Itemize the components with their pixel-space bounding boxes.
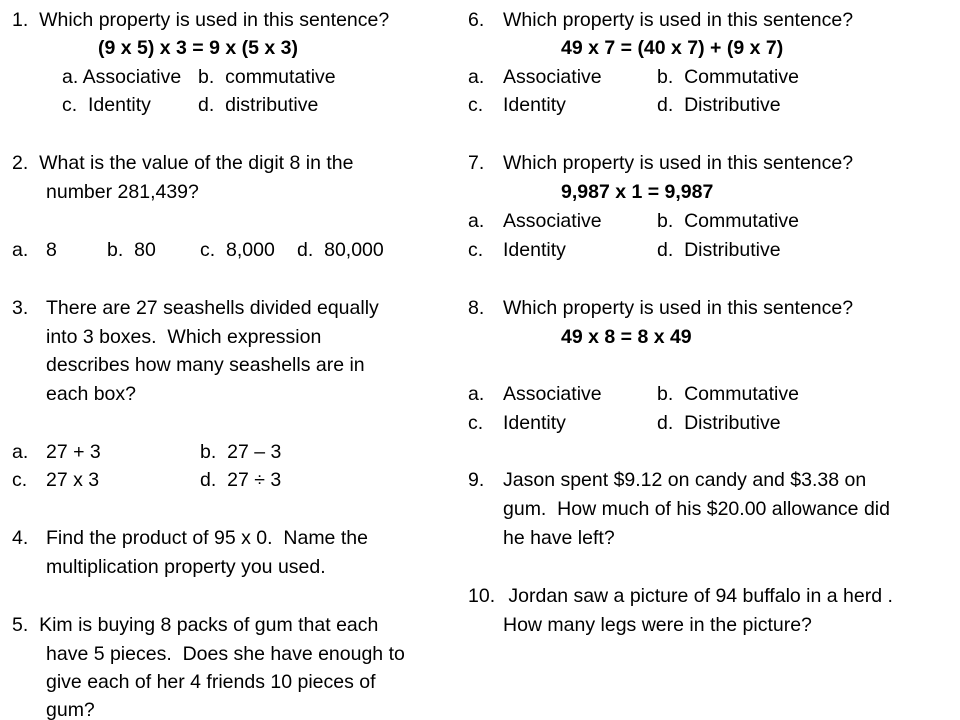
q1-choice-d: d. distributive — [198, 94, 319, 116]
q3-choice-a: 27 + 3 — [46, 441, 101, 463]
q10-number: 10. — [468, 585, 496, 607]
q8-choice-d: d. Distributive — [657, 412, 781, 434]
q8-choice-c: Identity — [503, 412, 566, 434]
q4-number: 4. — [12, 527, 29, 549]
q8-choice-a: Associative — [503, 383, 602, 405]
q2-choice-b: b. 80 — [107, 239, 156, 261]
q6-choice-c: Identity — [503, 94, 566, 116]
q9-line-2: gum. How much of his $20.00 allowance did — [503, 498, 890, 520]
q2-line-2: number 281,439? — [46, 181, 199, 203]
q3-line-4: each box? — [46, 383, 136, 405]
q6-equation: 49 x 7 = (40 x 7) + (9 x 7) — [561, 37, 784, 59]
q9-line-1: Jason spent $9.12 on candy and $3.38 on — [503, 469, 867, 491]
q10-line-2: How many legs were in the picture? — [503, 614, 812, 636]
q7-choice-a-letter: a. — [468, 210, 485, 232]
q7-choice-a: Associative — [503, 210, 602, 232]
q3-choice-d: d. 27 ÷ 3 — [200, 469, 282, 491]
q7-choice-d: d. Distributive — [657, 239, 781, 261]
q2-choice-c: c. 8,000 — [200, 239, 275, 261]
q3-line-1: There are 27 seashells divided equally — [46, 297, 379, 319]
q3-choice-b: b. 27 – 3 — [200, 441, 282, 463]
q3-choice-c-letter: c. — [12, 469, 28, 491]
q2-choice-a-letter: a. — [12, 239, 29, 261]
q8-choice-c-letter: c. — [468, 412, 484, 434]
q7-equation: 9,987 x 1 = 9,987 — [561, 181, 714, 203]
q5-line-2: have 5 pieces. Does she have enough to — [46, 643, 405, 665]
q8-question: Which property is used in this sentence? — [503, 297, 854, 319]
q9-line-3: he have left? — [503, 527, 615, 549]
q1-equation: (9 x 5) x 3 = 9 x (5 x 3) — [98, 37, 298, 59]
q1-question: 1. Which property is used in this sentence? — [12, 9, 390, 31]
q6-choice-c-letter: c. — [468, 94, 484, 116]
q5-line-1: 5. Kim is buying 8 packs of gum that each — [12, 614, 379, 636]
q5-line-3: give each of her 4 friends 10 pieces of — [46, 671, 376, 693]
q6-choice-b: b. Commutative — [657, 66, 799, 88]
q2-choice-d: d. 80,000 — [297, 239, 384, 261]
q4-line-2: multiplication property you used. — [46, 556, 326, 578]
q6-question: Which property is used in this sentence? — [503, 9, 854, 31]
q3-line-2: into 3 boxes. Which expression — [46, 326, 322, 348]
q7-choice-c-letter: c. — [468, 239, 484, 261]
q7-choice-b: b. Commutative — [657, 210, 799, 232]
q7-question: Which property is used in this sentence? — [503, 152, 854, 174]
q6-choice-a: Associative — [503, 66, 602, 88]
q8-choice-b: b. Commutative — [657, 383, 799, 405]
q4-line-1: Find the product of 95 x 0. Name the — [46, 527, 368, 549]
q3-number: 3. — [12, 297, 29, 319]
q1-choice-a: a. Associative — [62, 66, 182, 88]
q7-number: 7. — [468, 152, 485, 174]
q6-choice-d: d. Distributive — [657, 94, 781, 116]
q3-choice-a-letter: a. — [12, 441, 29, 463]
q1-choice-c: c. Identity — [62, 94, 151, 116]
q6-number: 6. — [468, 9, 485, 31]
q5-line-4: gum? — [46, 699, 95, 720]
q8-equation: 49 x 8 = 8 x 49 — [561, 326, 692, 348]
q10-line-1: Jordan saw a picture of 94 buffalo in a herd . — [503, 585, 893, 607]
q1-choice-b: b. commutative — [198, 66, 336, 88]
q3-choice-c: 27 x 3 — [46, 469, 100, 491]
q8-choice-a-letter: a. — [468, 383, 485, 405]
q6-choice-a-letter: a. — [468, 66, 485, 88]
q8-number: 8. — [468, 297, 485, 319]
q2-line-1: 2. What is the value of the digit 8 in the — [12, 152, 354, 174]
q2-choice-a: 8 — [46, 239, 57, 261]
q3-line-3: describes how many seashells are in — [46, 354, 365, 376]
q9-number: 9. — [468, 469, 485, 491]
q7-choice-c: Identity — [503, 239, 566, 261]
